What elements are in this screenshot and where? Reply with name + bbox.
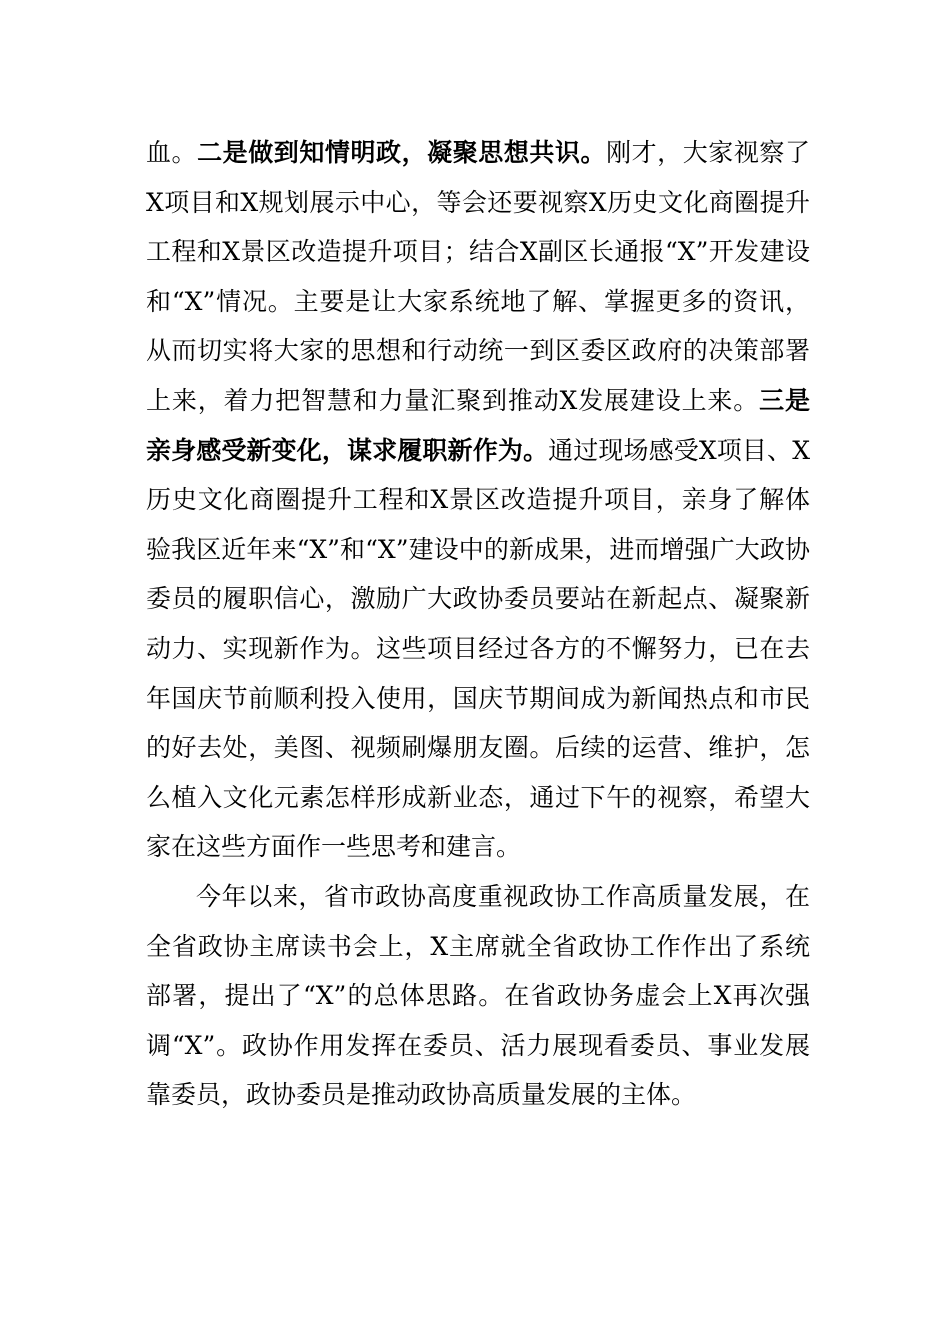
- text-segment: 今年以来，省市政协高度重视政协工作高质量发展，在全省政协主席读书会上，X主席就全省政协工作作出了系统部署，提出了“X”的总体思路。在省政协务虚会上X再次强调“X”。政协作用发挥在委员、活力展现看委员、事业发展靠委员，政协委员是推动政协高质量发展的主体。: [146, 881, 810, 1110]
- bold-heading-point-two: 二是做到知情明政，凝聚思想共识。: [197, 138, 607, 167]
- document-body: [146, 128, 810, 1120]
- paragraph-this-year: [146, 872, 810, 1120]
- text-segment: 通过现场感受X项目、X历史文化商圈提升工程和X景区改造提升项目，亲身了解体验我区近年来“X”和“X”建设中的新成果，进而增强广大政协委员的履职信心，激励广大政协委员要站在新起点、凝聚新动力、实现新作为。这些项目经过各方的不懈努力，已在去年国庆节前顺利投入使用，国庆节期间成为新闻热点和市民的好去处，美图、视频刷爆朋友圈。后续的运营、维护，怎么植入文化元素怎样形成新业态，通过下午的视察，希望大家在这些方面作一些思考和建言。: [146, 435, 810, 862]
- paragraph-continued: [146, 128, 810, 872]
- bold-heading-point-three: 三是亲身感受新变化，谋求履职新作为。: [146, 385, 810, 465]
- text-segment: 血。: [146, 138, 198, 167]
- text-segment: 刚才，大家视察了X项目和X规划展示中心，等会还要视察X历史文化商圈提升工程和X景区改造提升项目；结合X副区长通报“X”开发建设和“X”情况。主要是让大家系统地了解、掌握更多的资讯，从而切实将大家的思想和行动统一到区委区政府的决策部署上来，着力把智慧和力量汇聚到推动X发展建设上来。: [146, 138, 810, 415]
